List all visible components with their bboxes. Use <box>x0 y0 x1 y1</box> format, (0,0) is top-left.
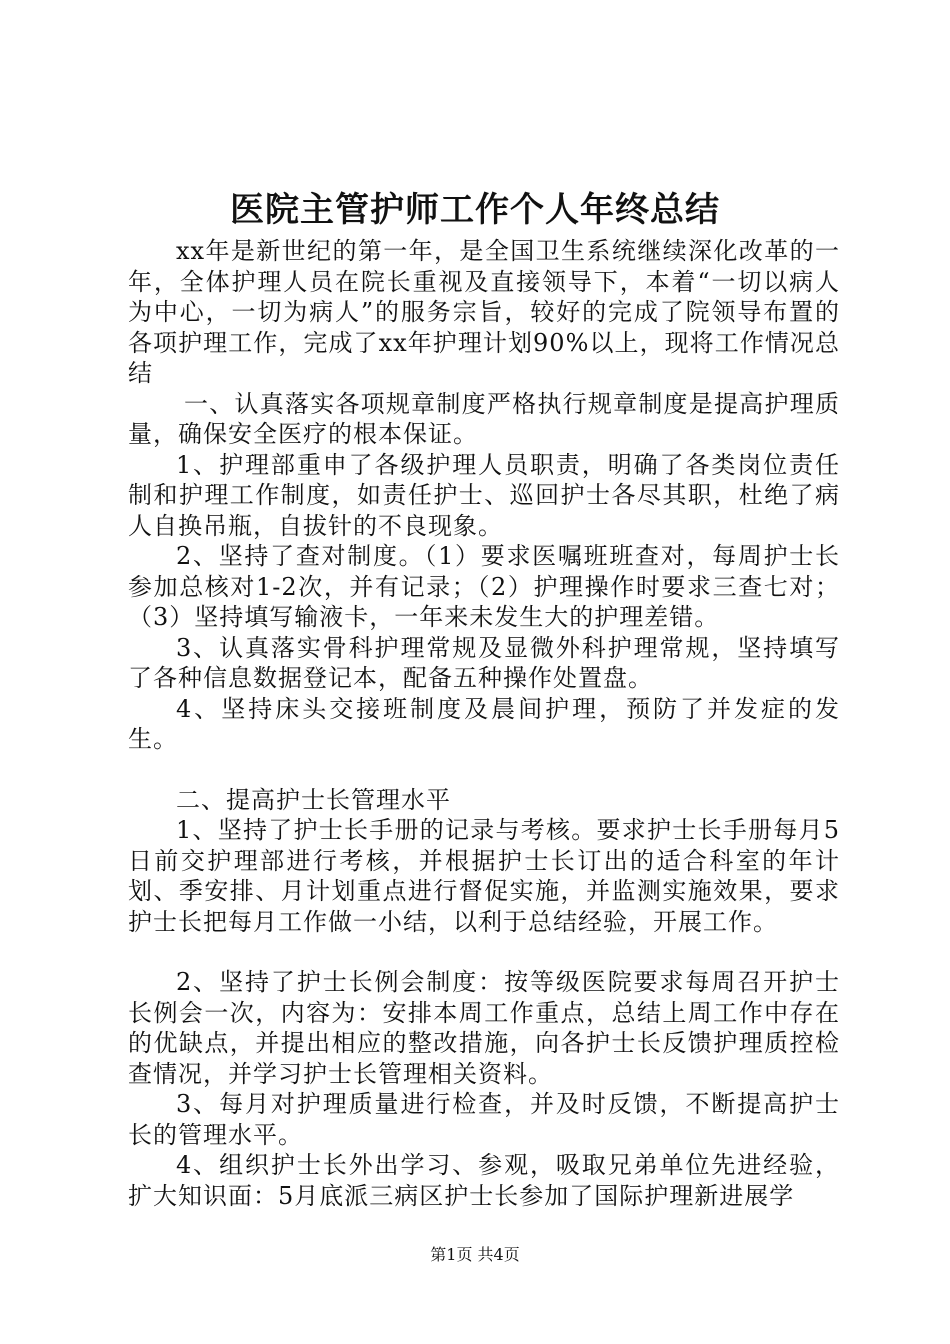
document-title: 医院主管护师工作个人年终总结 <box>230 190 720 230</box>
paragraph-2-1: 1、坚持了护士长手册的记录与考核。要求护士长手册每月5日前交护理部进行考核，并根据护士长订出的适合科室的年计划、季安排、月计划重点进行督促实施，并监测实施效果，要求护士长把每月工作做一小结，以利于总结经验，开展工作。 <box>128 816 840 936</box>
paragraph-intro: xx年是新世纪的第一年，是全国卫生系统继续深化改革的一年，全体护理人员在院长重视及直接领导下，本着“一切以病人为中心，一切为病人”的服务宗旨，较好的完成了院领导布置的各项护理工作，完成了xx年护理计划90%以上，现将工作情况总结 <box>128 237 840 387</box>
section-heading-2: 二、提高护士长管理水平 <box>176 785 451 814</box>
paragraph-1-3: 3、认真落实骨科护理常规及显微外科护理常规，坚持填写了各种信息数据登记本，配备五种操作处置盘。 <box>128 633 840 692</box>
paragraph-1-4: 4、坚持床头交接班制度及晨间护理，预防了并发症的发生。 <box>128 694 840 753</box>
paragraph-1-2: 2、坚持了查对制度。（1）要求医嘱班班查对，每周护士长参加总核对1-2次，并有记录；（2）护理操作时要求三查七对；（3）坚持填写输液卡，一年来未发生大的护理差错。 <box>128 542 840 631</box>
document-body <box>128 236 840 1211</box>
paragraph-2-3: 3、每月对护理质量进行检查，并及时反馈，不断提高护士长的管理水平。 <box>128 1090 840 1149</box>
paragraph-2-4: 4、组织护士长外出学习、参观，吸取兄弟单位先进经验，扩大知识面：5月底派三病区护士长参加了国际护理新进展学 <box>128 1151 840 1210</box>
paragraph-2-2: 2、坚持了护士长例会制度：按等级医院要求每周召开护士长例会一次，内容为：安排本周工作重点，总结上周工作中存在的优缺点，并提出相应的整改措施，向各护士长反馈护理质控检查情况，并学习护士长管理相关资料。 <box>128 968 840 1088</box>
page-footer: 第1页 共4页 <box>430 1245 520 1264</box>
paragraph-1-1: 1、护理部重申了各级护理人员职责，明确了各类岗位责任制和护理工作制度，如责任护士、巡回护士各尽其职，杜绝了病人自换吊瓶，自拔针的不良现象。 <box>128 450 840 540</box>
section-heading-1: 一、认真落实各项规章制度严格执行规章制度是提高护理质量，确保安全医疗的根本保证。 <box>128 389 840 448</box>
